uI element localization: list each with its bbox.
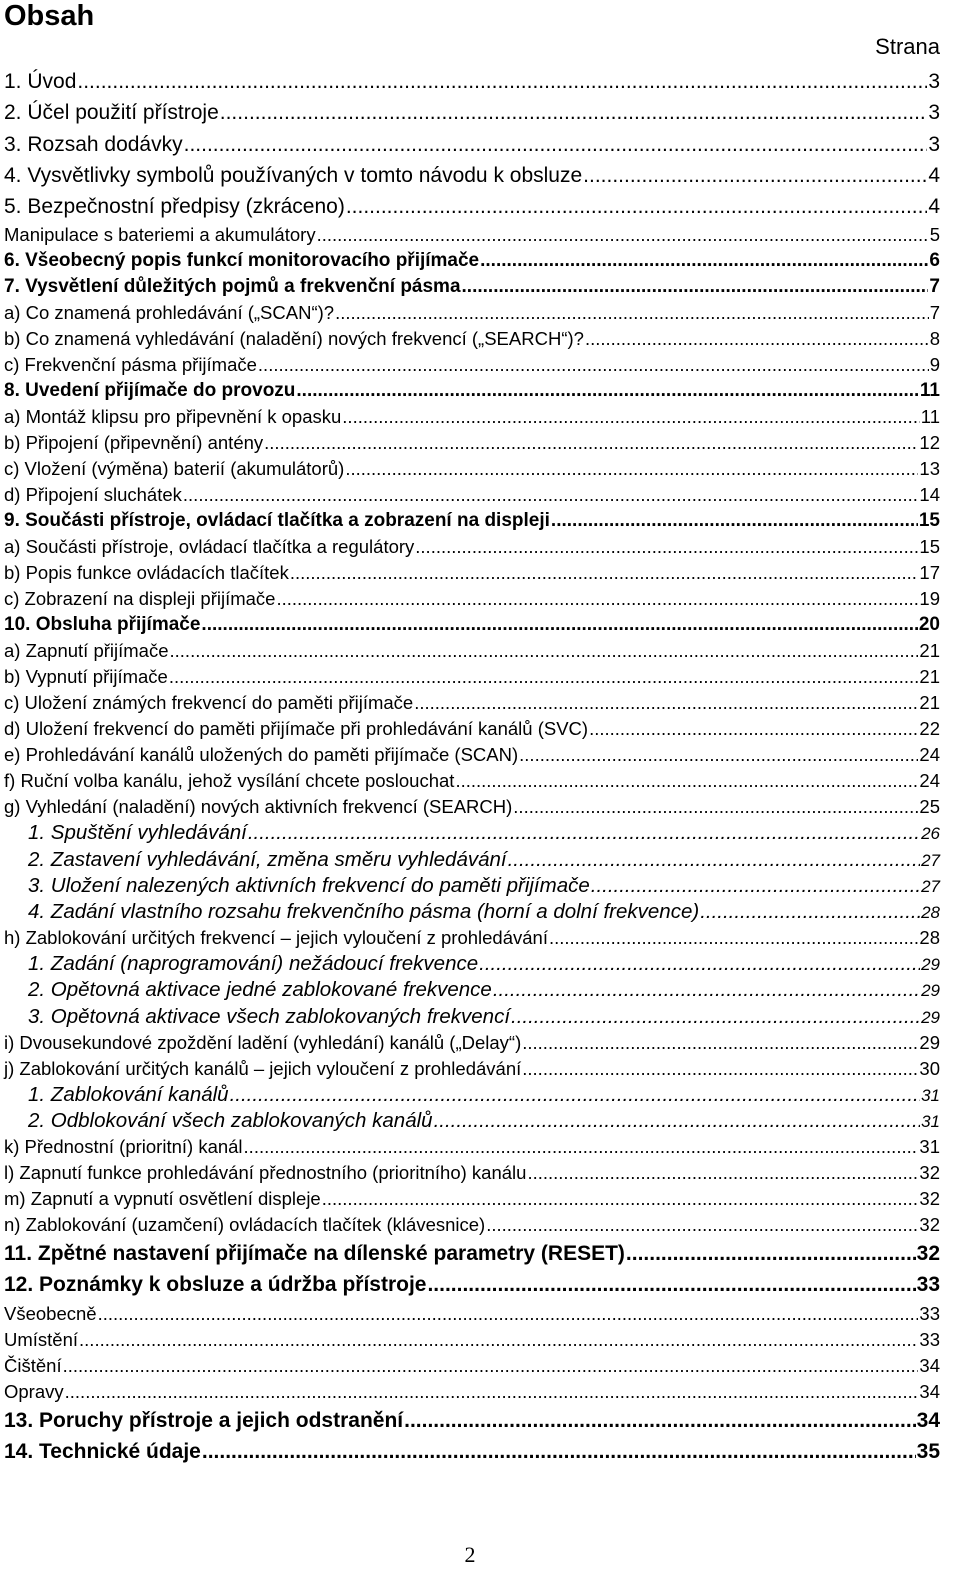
toc-entry-label: b) Připojení (připevnění) antény	[4, 432, 264, 454]
toc-entry-page: 33	[916, 1273, 940, 1297]
dot-leader	[486, 1212, 918, 1238]
toc-entry[interactable]	[4, 1327, 940, 1353]
toc-entry-page: 15	[919, 536, 940, 558]
page-column-label: Strana	[875, 34, 940, 59]
dot-leader	[626, 1238, 916, 1269]
toc-entry[interactable]	[4, 716, 940, 742]
dot-leader	[264, 430, 918, 456]
dot-leader	[522, 1056, 918, 1082]
toc-entry-label: 5. Bezpečnostní předpisy (zkráceno)	[4, 195, 345, 219]
toc-entry[interactable]	[4, 899, 940, 925]
toc-entry[interactable]	[4, 1379, 940, 1405]
toc-entry[interactable]	[4, 977, 940, 1003]
dot-leader	[480, 248, 928, 274]
toc-entry[interactable]	[4, 820, 940, 846]
toc-entry[interactable]	[4, 847, 940, 873]
dot-leader	[346, 191, 927, 222]
toc-entry-label: 1. Zadání (naprogramování) nežádoucí frekvence	[28, 952, 479, 976]
toc-entry-label: 2. Účel použití přístroje	[4, 101, 219, 125]
toc-entry-page: 32	[919, 1188, 940, 1210]
toc-entry-label: n) Zablokování (uzamčení) ovládacích tlačítek (klávesnice)	[4, 1214, 486, 1236]
toc-entry-label: m) Zapnutí a vypnutí osvětlení displeje	[4, 1188, 321, 1210]
toc-entry-label: c) Zobrazení na displeji přijímače	[4, 588, 276, 610]
toc-entry-page: 8	[929, 328, 940, 350]
toc-entry[interactable]	[4, 534, 940, 560]
toc-entry[interactable]	[4, 1004, 940, 1030]
toc-entry-label: a) Co znamená prohledávání („SCAN“)?	[4, 302, 335, 324]
toc-entry-label: 10. Obsluha přijímače	[4, 614, 201, 636]
toc-entry-page: 7	[929, 276, 940, 298]
dot-leader	[201, 612, 917, 638]
toc-entry-page: 29	[921, 1007, 940, 1027]
toc-entry-page: 28	[919, 927, 940, 949]
toc-entry-label: 2. Zastavení vyhledávání, změna směru vyhledávání	[28, 847, 507, 871]
dot-leader	[244, 1134, 919, 1160]
toc-entry-label: 11. Zpětné nastavení přijímače na dílenské parametry (RESET)	[4, 1242, 625, 1266]
toc-entry[interactable]	[4, 248, 940, 274]
toc-entry[interactable]	[4, 1082, 940, 1108]
toc-entry-page: 4	[928, 163, 940, 187]
toc-entry-page: 22	[919, 718, 940, 740]
toc-entry[interactable]	[4, 638, 940, 664]
toc-entry-label: 4. Vysvětlivky symbolů používaných v tomto návodu k obsluze	[4, 163, 583, 187]
toc-entry-page: 25	[919, 796, 940, 818]
toc-entry-label: f) Ruční volba kanálu, jehož vysílání chcete poslouchat	[4, 770, 455, 792]
toc-entry-page: 3	[928, 70, 940, 93]
dot-leader	[170, 638, 919, 664]
toc-entry[interactable]	[4, 160, 940, 191]
toc-entry-label: k) Přednostní (prioritní) kanál	[4, 1136, 243, 1158]
dot-leader	[345, 456, 918, 482]
toc-entry-label: b) Vypnutí přijímače	[4, 666, 168, 688]
toc-entry[interactable]	[4, 1405, 940, 1436]
toc-entry-label: c) Frekvenční pásma přijímače	[4, 354, 257, 376]
toc-entry-label: 13. Poruchy přístroje a jejich odstranění	[4, 1408, 404, 1432]
toc-entry-page: 17	[919, 562, 940, 584]
toc-entry-label: 4. Zadání vlastního rozsahu frekvenčního pásma (horní a dolní frekvence)	[28, 900, 700, 924]
toc-entry[interactable]	[4, 300, 940, 326]
dot-leader	[63, 1353, 919, 1379]
toc-entry-label: d) Připojení sluchátek	[4, 484, 182, 506]
toc-entry[interactable]	[4, 222, 940, 248]
page-title: Obsah	[4, 0, 95, 32]
toc-entry-label: Umístění	[4, 1328, 79, 1350]
toc-entry-page: 15	[918, 510, 940, 532]
dot-leader	[276, 586, 918, 612]
dot-leader	[342, 404, 919, 430]
dot-leader	[455, 768, 918, 794]
toc-entry[interactable]	[4, 352, 940, 378]
toc-entry-page: 35	[916, 1440, 940, 1464]
toc-entry[interactable]	[4, 1353, 940, 1379]
toc-entry[interactable]	[4, 1030, 940, 1056]
toc-entry-label: 9. Součásti přístroje, ovládací tlačítka a zobrazení na displeji	[4, 510, 550, 532]
toc-entry[interactable]	[4, 873, 940, 899]
toc-entry-label: d) Uložení frekvencí do paměti přijímače při prohledávání kanálů (SVC)	[4, 718, 589, 740]
toc-entry-page: 7	[929, 302, 940, 324]
toc-entry-page: 24	[919, 770, 940, 792]
toc-entry-label: 3. Uložení nalezených aktivních frekvencí do paměti přijímače	[28, 873, 590, 897]
dot-leader	[415, 534, 918, 560]
toc-entry[interactable]	[4, 951, 940, 977]
dot-leader	[169, 664, 919, 690]
toc-entry[interactable]	[4, 586, 940, 612]
dot-leader	[493, 977, 920, 1003]
toc-entry-label: b) Co znamená vyhledávání (naladění) nových frekvencí („SEARCH“)?	[4, 328, 584, 350]
toc-entry[interactable]	[4, 612, 940, 638]
toc-entry[interactable]	[4, 1212, 940, 1238]
toc-entry[interactable]	[4, 742, 940, 768]
toc-entry[interactable]	[4, 690, 940, 716]
toc-entry[interactable]	[4, 664, 940, 690]
toc-entry-label: 14. Technické údaje	[4, 1440, 201, 1464]
toc-entry-label: 1. Úvod	[4, 70, 77, 93]
toc-entry-page: 32	[916, 1242, 940, 1266]
toc-entry-label: 2. Opětovná aktivace jedné zablokované frekvence	[28, 978, 492, 1002]
toc-entry[interactable]	[4, 1160, 940, 1186]
toc-entry-page: 27	[921, 876, 940, 896]
toc-entry-label: a) Zapnutí přijímače	[4, 640, 169, 662]
toc-entry-page: 29	[919, 1031, 940, 1053]
toc-entry-label: 8. Uvedení přijímače do provozu	[4, 380, 296, 402]
page-number: 2	[464, 1542, 476, 1567]
toc-entry-label: c) Vložení (výměna) baterií (akumulátorů)	[4, 458, 345, 480]
toc-entry[interactable]	[4, 191, 940, 222]
toc-entry-page: 12	[919, 432, 940, 454]
toc-entry-label: a) Součásti přístroje, ovládací tlačítka a regulátory	[4, 536, 415, 558]
toc-entry-page: 29	[921, 981, 940, 1001]
toc-entry-page: 28	[921, 903, 940, 923]
dot-leader	[513, 794, 918, 820]
toc-entry-page: 9	[929, 354, 940, 376]
toc-entry-page: 29	[921, 955, 940, 975]
dot-leader	[511, 1004, 920, 1030]
toc-entry-label: 3. Opětovná aktivace všech zablokovaných frekvencí	[28, 1004, 511, 1028]
dot-leader	[519, 742, 918, 768]
toc-entry[interactable]	[4, 1269, 940, 1300]
toc-entry[interactable]	[4, 560, 940, 586]
toc-entry-page: 33	[919, 1302, 940, 1324]
toc-entry-page: 6	[929, 250, 940, 272]
toc-entry-page: 11	[920, 406, 940, 428]
toc-entry-page: 19	[919, 588, 940, 610]
dot-leader	[551, 508, 918, 534]
toc-entry[interactable]	[4, 1108, 940, 1134]
toc-entry-page: 33	[919, 1328, 940, 1350]
dot-leader	[549, 925, 918, 951]
toc-entry[interactable]	[4, 1056, 940, 1082]
toc-entry[interactable]	[4, 430, 940, 456]
toc-entry-page: 27	[921, 850, 940, 870]
dot-leader	[220, 97, 928, 128]
dot-leader	[508, 847, 920, 873]
dot-leader	[434, 1108, 921, 1134]
toc-entry-page: 34	[919, 1380, 940, 1402]
toc-entry-page: 3	[928, 132, 940, 156]
toc-entry-label: j) Zablokování určitých kanálů – jejich vyloučení z prohledávání	[4, 1057, 522, 1079]
toc-entry-label: 7. Vysvětlení důležitých pojmů a frekvenční pásma	[4, 276, 461, 298]
toc-entry[interactable]	[4, 404, 940, 430]
toc-entry[interactable]	[4, 1301, 940, 1327]
dot-leader	[700, 899, 920, 925]
toc-entry-label: i) Dvousekundové zpoždění ladění (vyhledání) kanálů („Delay“)	[4, 1031, 522, 1053]
toc-entry-label: a) Montáž klipsu pro připevnění k opasku	[4, 406, 342, 428]
toc-entry-label: 6. Všeobecný popis funkcí monitorovacího přijímače	[4, 250, 480, 272]
toc-entry-page: 32	[919, 1162, 940, 1184]
toc-entry-page: 11	[919, 380, 940, 402]
toc-entry-label: Čištění	[4, 1354, 62, 1376]
dot-leader	[414, 690, 918, 716]
toc-entry-page: 30	[919, 1057, 940, 1079]
toc-entry-page: 24	[919, 744, 940, 766]
toc-entry-page: 20	[918, 614, 940, 636]
toc-entry-page: 32	[919, 1214, 940, 1236]
toc-entry-label: Manipulace s bateriemi a akumulátory	[4, 224, 316, 246]
toc-entry[interactable]	[4, 1436, 940, 1467]
dot-leader	[258, 352, 929, 378]
toc-entry[interactable]	[4, 1238, 940, 1269]
dot-leader	[591, 873, 920, 899]
toc-entry[interactable]	[4, 97, 940, 128]
toc-entry-label: Opravy	[4, 1380, 64, 1402]
dot-leader	[462, 274, 929, 300]
dot-leader	[585, 326, 929, 352]
toc-entry-label: e) Prohledávání kanálů uložených do paměti přijímače (SCAN)	[4, 744, 519, 766]
toc-entry-label: c) Uložení známých frekvencí do paměti přijímače	[4, 692, 414, 714]
toc-entry-page: 14	[919, 484, 940, 506]
dot-leader	[184, 129, 928, 160]
toc-entry-page: 4	[928, 195, 940, 219]
toc-entry-label: 12. Poznámky k obsluze a údržba přístroje	[4, 1273, 427, 1297]
dot-leader	[335, 300, 929, 326]
toc-entry[interactable]	[4, 1134, 940, 1160]
toc-entry-page: 34	[916, 1408, 940, 1432]
toc-entry[interactable]	[4, 925, 940, 951]
toc-entry-label: 3. Rozsah dodávky	[4, 132, 183, 156]
toc-entry-page: 31	[921, 1085, 940, 1105]
dot-leader	[77, 66, 927, 97]
toc-entry-page: 21	[919, 666, 940, 688]
toc-entry[interactable]	[4, 326, 940, 352]
dot-leader	[98, 1301, 919, 1327]
toc-entry-label: 2. Odblokování všech zablokovaných kanálů	[28, 1108, 433, 1132]
toc-entry-label: 1. Zablokování kanálů	[28, 1082, 229, 1106]
toc-entry[interactable]	[4, 456, 940, 482]
toc-entry[interactable]	[4, 482, 940, 508]
toc-entry-label: 1. Spuštění vyhledávání	[28, 821, 247, 845]
toc-entry-label: g) Vyhledání (naladění) nových aktivních frekvencí (SEARCH)	[4, 796, 513, 818]
toc-entry-label: h) Zablokování určitých frekvencí – jejich vyloučení z prohledávání	[4, 927, 548, 949]
dot-leader	[522, 1030, 918, 1056]
dot-leader	[527, 1160, 918, 1186]
toc-entry[interactable]	[4, 508, 940, 534]
toc-entry-label: Všeobecně	[4, 1302, 97, 1324]
dot-leader	[290, 560, 919, 586]
toc-entry-page: 13	[919, 458, 940, 480]
dot-leader	[427, 1269, 915, 1300]
toc-entry-page: 21	[919, 692, 940, 714]
toc-entry-label: b) Popis funkce ovládacích tlačítek	[4, 562, 289, 584]
dot-leader	[583, 160, 927, 191]
toc-entry-page: 3	[928, 101, 940, 125]
toc-entry[interactable]	[4, 378, 940, 404]
table-of-contents	[4, 66, 940, 1467]
toc-entry[interactable]	[4, 1186, 940, 1212]
dot-leader	[322, 1186, 919, 1212]
toc-entry-page: 26	[921, 824, 940, 844]
toc-entry-label: l) Zapnutí funkce prohledávání přednostního (prioritního) kanálu	[4, 1162, 527, 1184]
dot-leader	[79, 1327, 918, 1353]
toc-entry[interactable]	[4, 66, 940, 97]
dot-leader	[65, 1379, 919, 1405]
toc-entry-page: 31	[919, 1136, 940, 1158]
toc-entry-page: 31	[921, 1111, 940, 1131]
toc-entry[interactable]	[4, 274, 940, 300]
toc-entry-page: 5	[929, 224, 940, 246]
dot-leader	[589, 716, 918, 742]
dot-leader	[296, 378, 919, 404]
dot-leader	[404, 1405, 916, 1436]
dot-leader	[202, 1436, 916, 1467]
dot-leader	[248, 820, 920, 846]
dot-leader	[317, 222, 929, 248]
toc-entry-page: 34	[919, 1354, 940, 1376]
dot-leader	[230, 1082, 921, 1108]
dot-leader	[183, 482, 919, 508]
toc-entry[interactable]	[4, 794, 940, 820]
toc-entry-page: 21	[919, 640, 940, 662]
toc-entry[interactable]	[4, 768, 940, 794]
dot-leader	[479, 951, 920, 977]
toc-entry[interactable]	[4, 129, 940, 160]
